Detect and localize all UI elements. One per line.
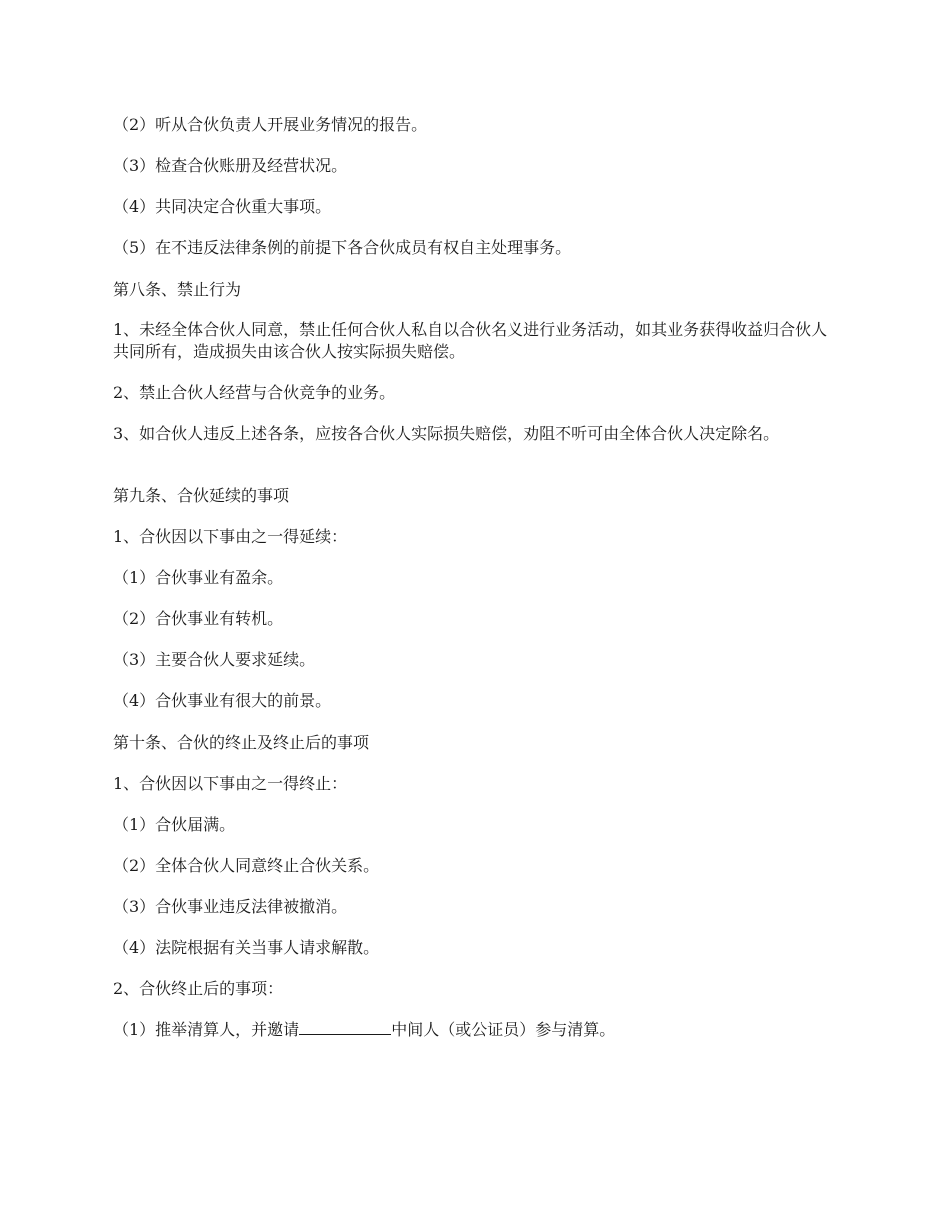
section-heading-article-10: 第十条、合伙的终止及终止后的事项 [113,733,370,752]
clause-text-before-blank: （1）推举清算人，并邀请 [113,1020,300,1039]
paragraph-continuation-intro: 1、合伙因以下事由之一得延续： [113,527,348,546]
paragraph-prohibition-2: 2、禁止合伙人经营与合伙竞争的业务。 [113,383,396,402]
paragraph-continuation-4: （4）合伙事业有很大的前景。 [113,691,332,710]
fill-in-blank [299,1020,391,1035]
paragraph-prohibition-3: 3、如合伙人违反上述各条，应按各合伙人实际损失赔偿，劝阻不听可由全体合伙人决定除名。 [113,424,780,443]
paragraph-termination-intro: 1、合伙因以下事由之一得终止： [113,774,348,793]
paragraph-item-2: （2）听从合伙负责人开展业务情况的报告。 [113,115,428,134]
paragraph-after-termination-intro: 2、合伙终止后的事项： [113,979,284,998]
section-heading-article-8: 第八条、禁止行为 [113,280,242,299]
paragraph-continuation-1: （1）合伙事业有盈余。 [113,568,284,587]
paragraph-after-termination-1 [113,1019,838,1041]
paragraph-termination-2: （2）全体合伙人同意终止合伙关系。 [113,856,380,875]
paragraph-item-4: （4）共同决定合伙重大事项。 [113,197,332,216]
paragraph-continuation-2: （2）合伙事业有转机。 [113,609,284,628]
paragraph-item-3: （3）检查合伙账册及经营状况。 [113,156,348,175]
paragraph-continuation-3: （3）主要合伙人要求延续。 [113,650,316,669]
paragraph-termination-3: （3）合伙事业违反法律被撤消。 [113,897,348,916]
section-heading-article-9: 第九条、合伙延续的事项 [113,486,290,505]
paragraph-termination-4: （4）法院根据有关当事人请求解散。 [113,938,380,957]
paragraph-item-5: （5）在不违反法律条例的前提下各合伙成员有权自主处理事务。 [113,238,572,257]
paragraph-termination-1: （1）合伙届满。 [113,815,236,834]
paragraph-prohibition-1: 1、未经全体合伙人同意，禁止任何合伙人私自以合伙名义进行业务活动，如其业务获得收益归合伙人共同所有，造成损失由该合伙人按实际损失赔偿。 [113,320,828,361]
clause-text-after-blank: 中间人（或公证员）参与清算。 [391,1020,616,1039]
